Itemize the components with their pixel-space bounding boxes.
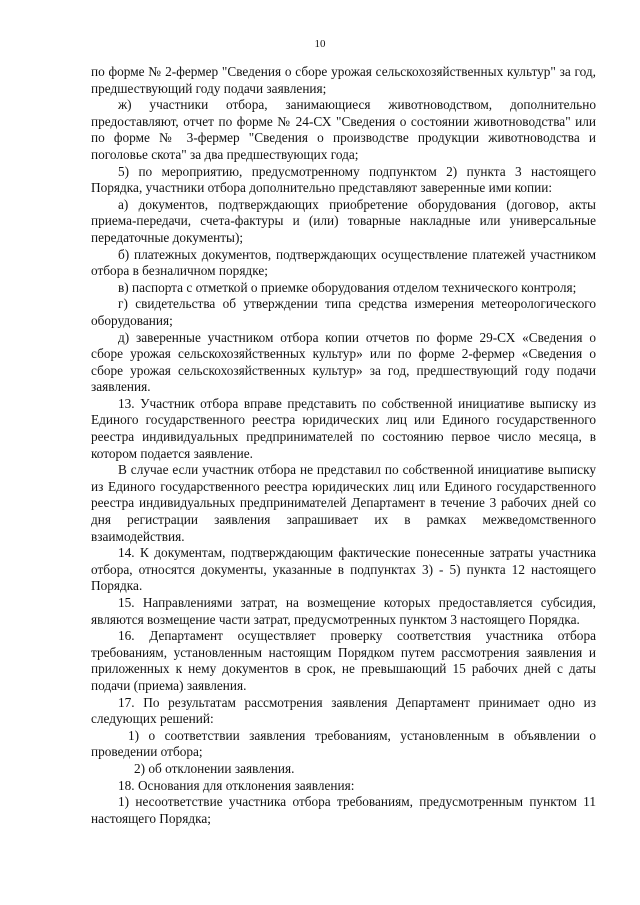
paragraph: в) паспорта с отметкой о приемке оборудования отделом технического контроля; [118,279,577,295]
paragraph: по форме № 2-фермер "Сведения о сборе урожая сельскохозяйственных культур" за год, предшествующий году подачи заявления; [91,64,596,96]
paragraph: 2) об отклонении заявления. [134,760,295,776]
page-number: 10 [314,38,326,50]
paragraph: В случае если участник отбора не представил по собственной инициативе выписку из Единого государственного реестра юридических лиц или Единого государственного реестра индивидуальных предпринимателей Департамент в течение 3 рабочих дней со дня регистрации заявления запрашивает их в рамках межведомственного взаимодействия. [91,462,596,544]
paragraph: 5) по мероприятию, предусмотренному подпунктом 2) пункта 3 настоящего Порядка, участники отбора дополнительно представляют заверенные ими копии: [91,163,596,196]
paragraph: 15. Направлениями затрат, на возмещение которых предоставляется субсидия, являются возмещение части затрат, предусмотренных пунктом 3 настоящего Порядка. [91,595,596,627]
paragraph: 16. Департамент осуществляет проверку соответствия участника отбора требованиям, установленным настоящим Порядком путем рассмотрения заявления и приложенных к нему документов в срок, не превышающий 15 рабочих дней с даты подачи (приема) заявления. [91,628,596,693]
paragraph: 17. По результатам рассмотрения заявления Департамент принимает одно из следующих решений: [91,694,596,727]
document-body [91,64,596,827]
paragraph: 18. Основания для отклонения заявления: [118,777,355,793]
paragraph: д) заверенные участником отбора копии отчетов по форме 29-СХ «Сведения о сборе урожая сельскохозяйственных культур» или по форме 2-фермер «Сведения о сборе урожая сельскохозяйственных культур» за год, предшествующий году подачи заявления. [91,329,596,395]
paragraph: 13. Участник отбора вправе представить по собственной инициативе выписку из Единого государственного реестра юридических лиц или Единого государственного реестра индивидуальных предпринимателей по состоянию первое число месяца, в котором подается заявление. [91,395,596,461]
paragraph: г) свидетельства об утверждении типа средства измерения метеорологического оборудования; [91,296,596,328]
paragraph: 1) несоответствие участника отбора требованиям, предусмотренным пунктом 11 настоящего Порядка; [91,794,596,826]
paragraph: ж) участники отбора, занимающиеся животноводством, дополнительно предоставляют, отчет по форме № 24-СХ "Сведения о состоянии животноводства" или по форме № 3-фермер "Сведения о производстве продукции животноводства и поголовье скота" за два предшествующих года; [91,97,596,162]
paragraph: а) документов, подтверждающих приобретение оборудования (договор, акты приема-передачи, счета-фактуры и (или) товарные накладные или универсальные передаточные документы); [91,196,596,245]
paragraph: б) платежных документов, подтверждающих осуществление платежей участником отбора в безналичном порядке; [91,246,596,279]
paragraph: 1) о соответствии заявления требованиям, установленным в объявлении о проведении отбора; [91,727,596,760]
paragraph: 14. К документам, подтверждающим фактические понесенные затраты участника отбора, относятся документы, указанные в подпунктах 3) - 5) пункта 12 настоящего Порядка. [91,545,596,594]
